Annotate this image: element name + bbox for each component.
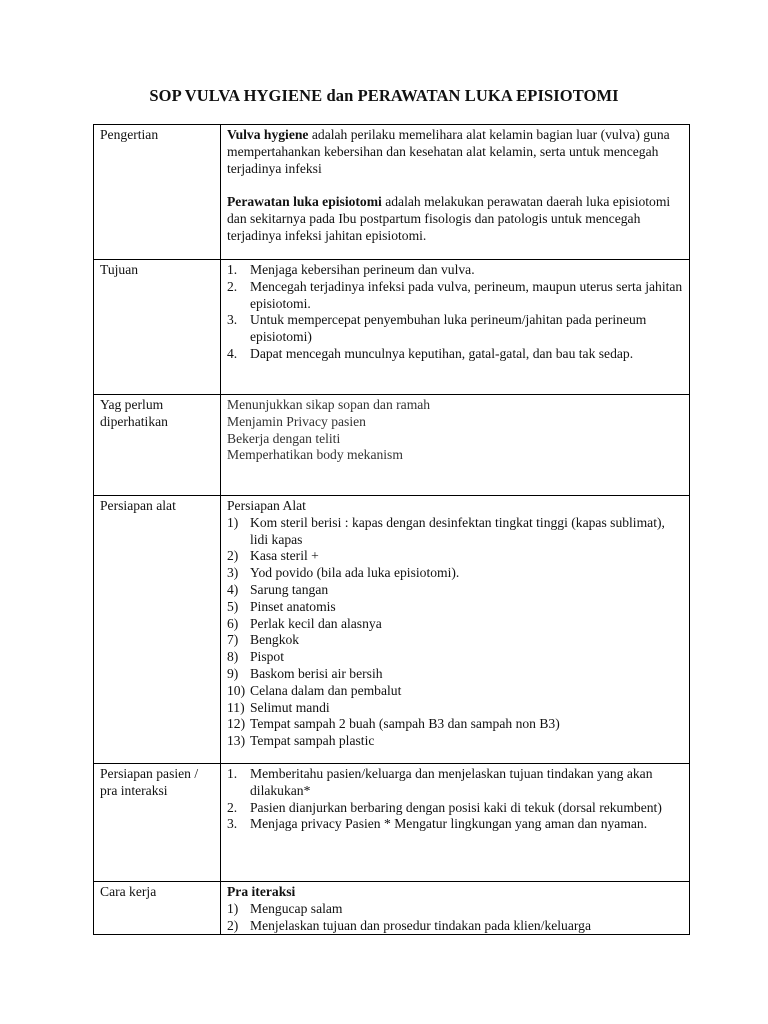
list-text: Baskom berisi air bersih bbox=[250, 665, 383, 681]
definition-text: adalah perilaku memelihara alat kelamin bagian luar (vulva) guna mempertahankan kebersihan dan kesehatan alat kelamin, serta untuk mencegah terjadinya infeksi bbox=[227, 127, 670, 176]
list-number: 7) bbox=[227, 632, 239, 648]
definition-episiotomi bbox=[227, 194, 683, 244]
list-number: 4. bbox=[227, 345, 238, 361]
list-text: Tempat sampah plastic bbox=[250, 733, 375, 749]
list-number: 5) bbox=[227, 598, 239, 614]
cara-list bbox=[227, 901, 683, 935]
list-number: 13) bbox=[227, 733, 246, 749]
pasien-list bbox=[227, 766, 683, 833]
row-label: Persiapan pasien / pra interaksi bbox=[94, 764, 221, 882]
list-text: Sarung tangan bbox=[250, 581, 329, 597]
list-item bbox=[227, 683, 683, 700]
row-persiapan-alat bbox=[94, 496, 690, 764]
row-persiapan-pasien bbox=[94, 764, 690, 882]
row-content bbox=[221, 395, 690, 496]
list-text: Perlak kecil dan alasnya bbox=[250, 615, 382, 631]
list-item bbox=[227, 733, 683, 750]
list-number: 3. bbox=[227, 816, 238, 832]
row-perhatian bbox=[94, 395, 690, 496]
list-text: Pispot bbox=[250, 649, 284, 665]
list-number: 1) bbox=[227, 514, 239, 530]
definition-text: adalah melakukan perawatan daerah luka episiotomi dan sekitarnya pada Ibu postpartum fisologis dan patologis untuk mencegah terjadinya infeksi jahitan episiotomi. bbox=[227, 194, 671, 243]
list-number: 2) bbox=[227, 548, 239, 564]
term: Vulva hygiene bbox=[227, 127, 309, 142]
list-text: Kasa steril + bbox=[250, 548, 319, 564]
row-tujuan bbox=[94, 260, 690, 395]
list-text: Pinset anatomis bbox=[250, 598, 336, 614]
list-text: Untuk mempercepat penyembuhan luka perineum/jahitan pada perineum episiotomi) bbox=[250, 312, 647, 345]
sop-table bbox=[93, 124, 690, 935]
list-item bbox=[227, 279, 683, 313]
row-content bbox=[221, 496, 690, 764]
list-item bbox=[227, 766, 683, 800]
list-item bbox=[227, 565, 683, 582]
list-number: 9) bbox=[227, 665, 239, 681]
list-item bbox=[227, 599, 683, 616]
alat-list bbox=[227, 515, 683, 750]
tujuan-list bbox=[227, 262, 683, 363]
list-number: 2) bbox=[227, 917, 239, 933]
list-item bbox=[227, 816, 683, 833]
list-number: 4) bbox=[227, 581, 239, 597]
list-number: 12) bbox=[227, 716, 246, 732]
list-item bbox=[227, 346, 683, 363]
row-content bbox=[221, 882, 690, 935]
list-item bbox=[227, 582, 683, 599]
term: Perawatan luka episiotomi bbox=[227, 194, 382, 210]
row-label: Cara kerja bbox=[94, 882, 221, 935]
note-line: Menunjukkan sikap sopan dan ramah bbox=[227, 397, 431, 412]
document-title: SOP VULVA HYGIENE dan PERAWATAN LUKA EPISIOTOMI bbox=[149, 86, 619, 105]
section-heading: Pra iteraksi bbox=[227, 884, 296, 899]
list-item bbox=[227, 649, 683, 666]
list-item bbox=[227, 632, 683, 649]
row-cara-kerja bbox=[94, 882, 690, 935]
row-label: Pengertian bbox=[94, 125, 221, 260]
list-text: Celana dalam dan pembalut bbox=[250, 682, 402, 698]
section-heading: Persiapan Alat bbox=[227, 498, 306, 513]
list-item bbox=[227, 700, 683, 717]
list-text: Yod povido (bila ada luka episiotomi). bbox=[250, 565, 460, 581]
list-number: 1) bbox=[227, 900, 239, 916]
note-line: Memperhatikan body mekanism bbox=[227, 447, 403, 463]
row-label: Tujuan bbox=[94, 260, 221, 395]
row-pengertian bbox=[94, 125, 690, 260]
list-text: Menjaga kebersihan perineum dan vulva. bbox=[250, 262, 475, 277]
row-content bbox=[221, 125, 690, 260]
row-label: Yag perlum diperhatikan bbox=[94, 395, 221, 496]
list-number: 2. bbox=[227, 799, 238, 815]
list-text: Memberitahu pasien/keluarga dan menjelaskan tujuan tindakan yang akan dilakukan* bbox=[250, 766, 653, 798]
list-number: 8) bbox=[227, 649, 239, 665]
list-text: Pasien dianjurkan berbaring dengan posisi kaki di tekuk (dorsal rekumbent) bbox=[250, 799, 662, 815]
list-item bbox=[227, 901, 683, 918]
list-item bbox=[227, 800, 683, 817]
list-number: 3. bbox=[227, 312, 238, 328]
list-number: 3) bbox=[227, 565, 239, 581]
list-number: 11) bbox=[227, 699, 245, 715]
list-number: 1. bbox=[227, 262, 238, 277]
list-item bbox=[227, 716, 683, 733]
list-text: Selimut mandi bbox=[250, 699, 330, 715]
row-content bbox=[221, 260, 690, 395]
list-text: Mengucap salam bbox=[250, 900, 343, 916]
list-item bbox=[227, 616, 683, 633]
definition-vulva-hygiene bbox=[227, 127, 683, 177]
list-text: Kom steril berisi : kapas dengan desinfektan tingkat tinggi (kapas sublimat), lidi kapas bbox=[250, 514, 665, 547]
note-line: Menjamin Privacy pasien bbox=[227, 413, 366, 429]
list-text: Menjaga privacy Pasien * Mengatur lingkungan yang aman dan nyaman. bbox=[250, 816, 648, 832]
list-number: 1. bbox=[227, 766, 238, 781]
list-text: Dapat mencegah munculnya keputihan, gatal-gatal, dan bau tak sedap. bbox=[250, 345, 634, 361]
list-item bbox=[227, 312, 683, 346]
list-item bbox=[227, 918, 683, 935]
list-number: 2. bbox=[227, 278, 238, 294]
list-item bbox=[227, 666, 683, 683]
list-text: Tempat sampah 2 buah (sampah B3 dan sampah non B3) bbox=[250, 716, 560, 732]
list-item bbox=[227, 262, 683, 279]
row-content bbox=[221, 764, 690, 882]
list-text: Menjelaskan tujuan dan prosedur tindakan pada klien/keluarga bbox=[250, 917, 591, 933]
list-number: 10) bbox=[227, 682, 246, 698]
note-line: Bekerja dengan teliti bbox=[227, 430, 341, 446]
list-item bbox=[227, 548, 683, 565]
list-text: Bengkok bbox=[250, 632, 300, 648]
row-label: Persiapan alat bbox=[94, 496, 221, 764]
list-item bbox=[227, 515, 683, 549]
list-text: Mencegah terjadinya infeksi pada vulva, perineum, maupun uterus serta jahitan episiotomi. bbox=[250, 278, 683, 311]
list-number: 6) bbox=[227, 615, 239, 631]
